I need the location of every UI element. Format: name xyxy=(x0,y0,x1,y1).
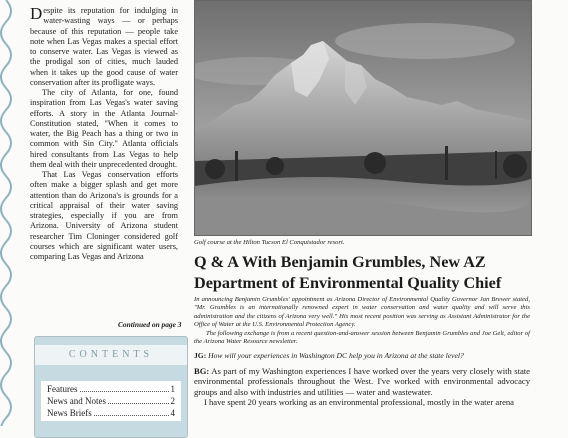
toc-item-news-briefs[interactable] xyxy=(47,407,175,419)
answer-1 xyxy=(194,366,530,398)
toc-item-features[interactable] xyxy=(47,383,175,395)
article-intro xyxy=(194,296,530,346)
toc-leader-dots xyxy=(80,383,169,392)
article-headline: Q & A With Benjamin Grumbles, New AZ Department of Environmental Quality Chief xyxy=(194,253,502,292)
mountain-landscape-image xyxy=(195,1,531,235)
intro-paragraph-2: The following exchange is from a recent question-and-answer session between Benjamin Grumbles and Joe Gelt, editor of the Arizona Water Resource newsletter. xyxy=(194,329,530,346)
contents-box xyxy=(34,336,188,438)
photo-caption: Golf course at the Hilton Tucson El Conquistador resort. xyxy=(194,239,345,246)
left-column xyxy=(30,0,186,426)
answer-text: As part of my Washington experiences I have worked over the years very closely with state environmental professionals throughout the West. I've worked with environmental advocacy groups and also with industries and utilities — water and wastewater. xyxy=(194,365,530,397)
right-column xyxy=(194,0,534,426)
question-1 xyxy=(194,351,530,362)
toc-leader-dots xyxy=(94,407,169,416)
answer-1-continued: I have spent 20 years working as an environmental professional, mostly in the water arena xyxy=(204,397,514,408)
qa-section xyxy=(194,351,530,408)
respondent-initials: BG: xyxy=(194,365,210,376)
wavy-border-decoration xyxy=(0,0,22,426)
toc-item-news-and-notes[interactable] xyxy=(47,395,175,407)
paragraph-2: The city of Atlanta, for one, found inspiration from Las Vegas's water saving efforts. A story in the Atlanta Journal-Constitution stated, "When it comes to water, the Big Peach has a thing or two in common with Sin City." Atlanta officials hired consultants from Las Vegas to help them deal with their unprecedented drought. xyxy=(30,88,178,169)
question-text: How will your experiences in Washington DC help you in Arizona at the state level? xyxy=(208,351,464,360)
toc-page: 2 xyxy=(170,396,175,406)
toc-page: 1 xyxy=(170,384,175,394)
paragraph-3: That Las Vegas conservation efforts often make a bigger splash and get more attention than do Arizona's is grounds for a critical appraisal of their water saving strategies, especially if you are from Arizona. University of Arizona student researcher Tim Cloninger considered golf courses which are significant water users, comparing Las Vegas and Arizona xyxy=(30,170,178,261)
toc-label: News Briefs xyxy=(47,408,92,418)
toc-label: News and Notes xyxy=(47,396,106,406)
toc-leader-dots xyxy=(108,395,169,404)
toc-page: 4 xyxy=(170,408,175,418)
contents-title: CONTENTS xyxy=(35,345,187,365)
interviewer-initials: JG: xyxy=(194,351,207,360)
lead-article-body xyxy=(30,6,178,262)
toc-label: Features xyxy=(47,384,78,394)
continued-on-page[interactable]: Continued on page 3 xyxy=(118,320,182,329)
contents-list xyxy=(41,381,181,421)
paragraph-1: Despite its reputation for indulging in water-wasting ways — or perhaps because of this reputation — people take note when Las Vegas makes a special effort to conserve water. Las Vegas is viewed as the prodigal son of cities, much lauded when it takes up the good cause of water conservation after its profligate ways. xyxy=(30,4,178,87)
intro-paragraph-1: In announcing Benjamin Grumbles' appointment as Arizona Director of Environmental Quality Governor Jan Brewer stated, "Mr. Grumbles is an internationally renowned expert in water conservation and water quality and will serve this administration and the citizens of Arizona very well." His most recent position was serving as Assistant Administrator for the Office of Water at the U.S. Environmental Protection Agency. xyxy=(194,296,530,329)
golf-course-photo xyxy=(194,0,532,236)
